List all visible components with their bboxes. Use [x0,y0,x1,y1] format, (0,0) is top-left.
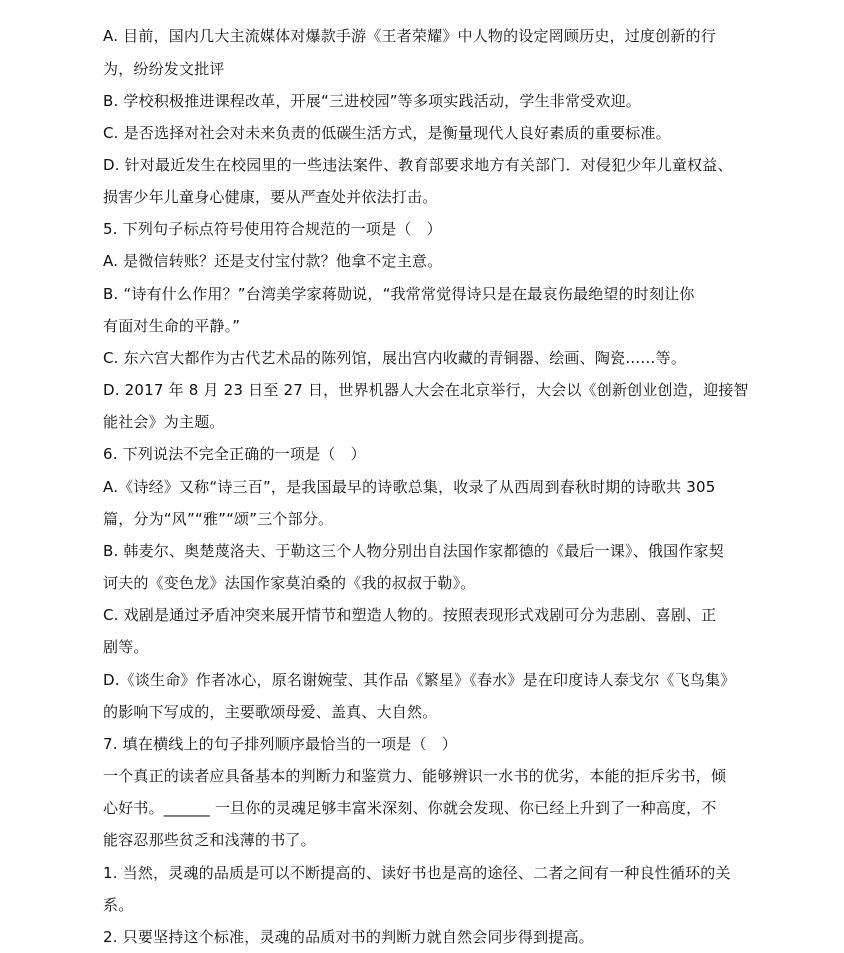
option-d-line-2: 损害少年儿童身心健康，要从严查处并依法打击。 [103,188,438,206]
q6-option-d-line-2: 的影响下写成的，主要歌颂母爱、盖真、大自然。 [103,703,438,721]
q5-option-b-line-2: 有面对生命的平静。” [103,317,241,335]
q7-sentence-2: 2. 只要坚持这个标准，灵魂的品质对书的判断力就自然会同步得到提高。 [103,928,594,946]
q6-option-b-line-2: 诃夫的《变色龙》法国作家莫泊桑的《我的叔叔于勒》。 [103,574,476,592]
q6-option-b-line-1: B. 韩麦尔、奥楚蔑洛夫、于勒这三个人物分别出自法国作家都德的《最后一课》、俄国作家契 [103,542,724,560]
q7-sentence-1-line-2: 系。 [103,896,134,914]
option-b-line: B. 学校积极推进课程改革，开展“三进校园”等多项实践活动，学生非常受欢迎。 [103,92,641,110]
q6-option-a-line-2: 篇，分为“风”“雅”“颂”三个部分。 [103,510,334,528]
option-d-line-1: D. 针对最近发生在校园里的一些违法案件、教育部要求地方有关部门．对侵犯少年儿童权益、 [103,156,733,174]
q6-option-a-line-1: A.《诗经》又称“诗三百”，是我国最早的诗歌总集，收录了从西周到春秋时期的诗歌共 305 [103,478,716,496]
question-7-stem: 7. 填在横线上的句子排列顺序最恰当的一项是（ ） [103,735,458,753]
option-a-line-2: 为，纷纷发文批评 [103,60,225,78]
q7-passage-line-3: 能容忍那些贫乏和浅薄的书了。 [103,831,316,849]
q7-passage-line-1: 一个真正的读者应具备基本的判断力和鉴赏力、能够辨识一水书的优劣，本能的拒斥劣书，倾 [103,767,727,785]
question-6-stem: 6. 下列说法不完全正确的一项是（ ） [103,445,366,463]
q5-option-d-line-1: D. 2017 年 8 月 23 日至 27 日，世界机器人大会在北京举行，大会以《创新创业创造，迎接智 [103,381,749,399]
q5-option-d-line-2: 能社会》为主题。 [103,413,225,431]
option-a-line-1: A. 目前，国内几大主流媒体对爆款手游《王者荣耀》中人物的设定罔顾历史，过度创新的行 [103,27,716,45]
option-c-line: C. 是否选择对社会对未来负责的低碳生活方式，是衡量现代人良好素质的重要标准。 [103,124,671,142]
q5-option-c: C. 东六宫大都作为古代艺术品的陈列馆，展出宫内收藏的青铜器、绘画、陶瓷……等。 [103,349,687,367]
q7-sentence-1-line-1: 1. 当然，灵魂的品质是可以不断提高的、读好书也是高的途径、二者之间有一种良性循环的关 [103,864,731,882]
question-5-stem: 5. 下列句子标点符号使用符合规范的一项是（ ） [103,220,442,238]
q6-option-d-line-1: D.《谈生命》作者冰心，原名谢婉莹、其作品《繁星》《春水》是在印度诗人泰戈尔《飞鸟集》 [103,671,736,689]
q5-option-a: A. 是微信转账？还是支付宝付款？他拿不定主意。 [103,252,443,270]
q7-passage-line-2: 心好书。______ 一旦你的灵魂足够丰富米深刻、你就会发现、你已经上升到了一种高度，不 [103,799,717,817]
q6-option-c-line-1: C. 戏剧是通过矛盾冲突来展开情节和塑造人物的。按照表现形式戏剧可分为悲剧、喜剧、正 [103,606,717,624]
q5-option-b-line-1: B. “诗有什么作用？”台湾美学家蒋勋说，“我常常觉得诗只是在最哀伤最绝望的时刻让你 [103,285,695,303]
q6-option-c-line-2: 剧等。 [103,638,149,656]
